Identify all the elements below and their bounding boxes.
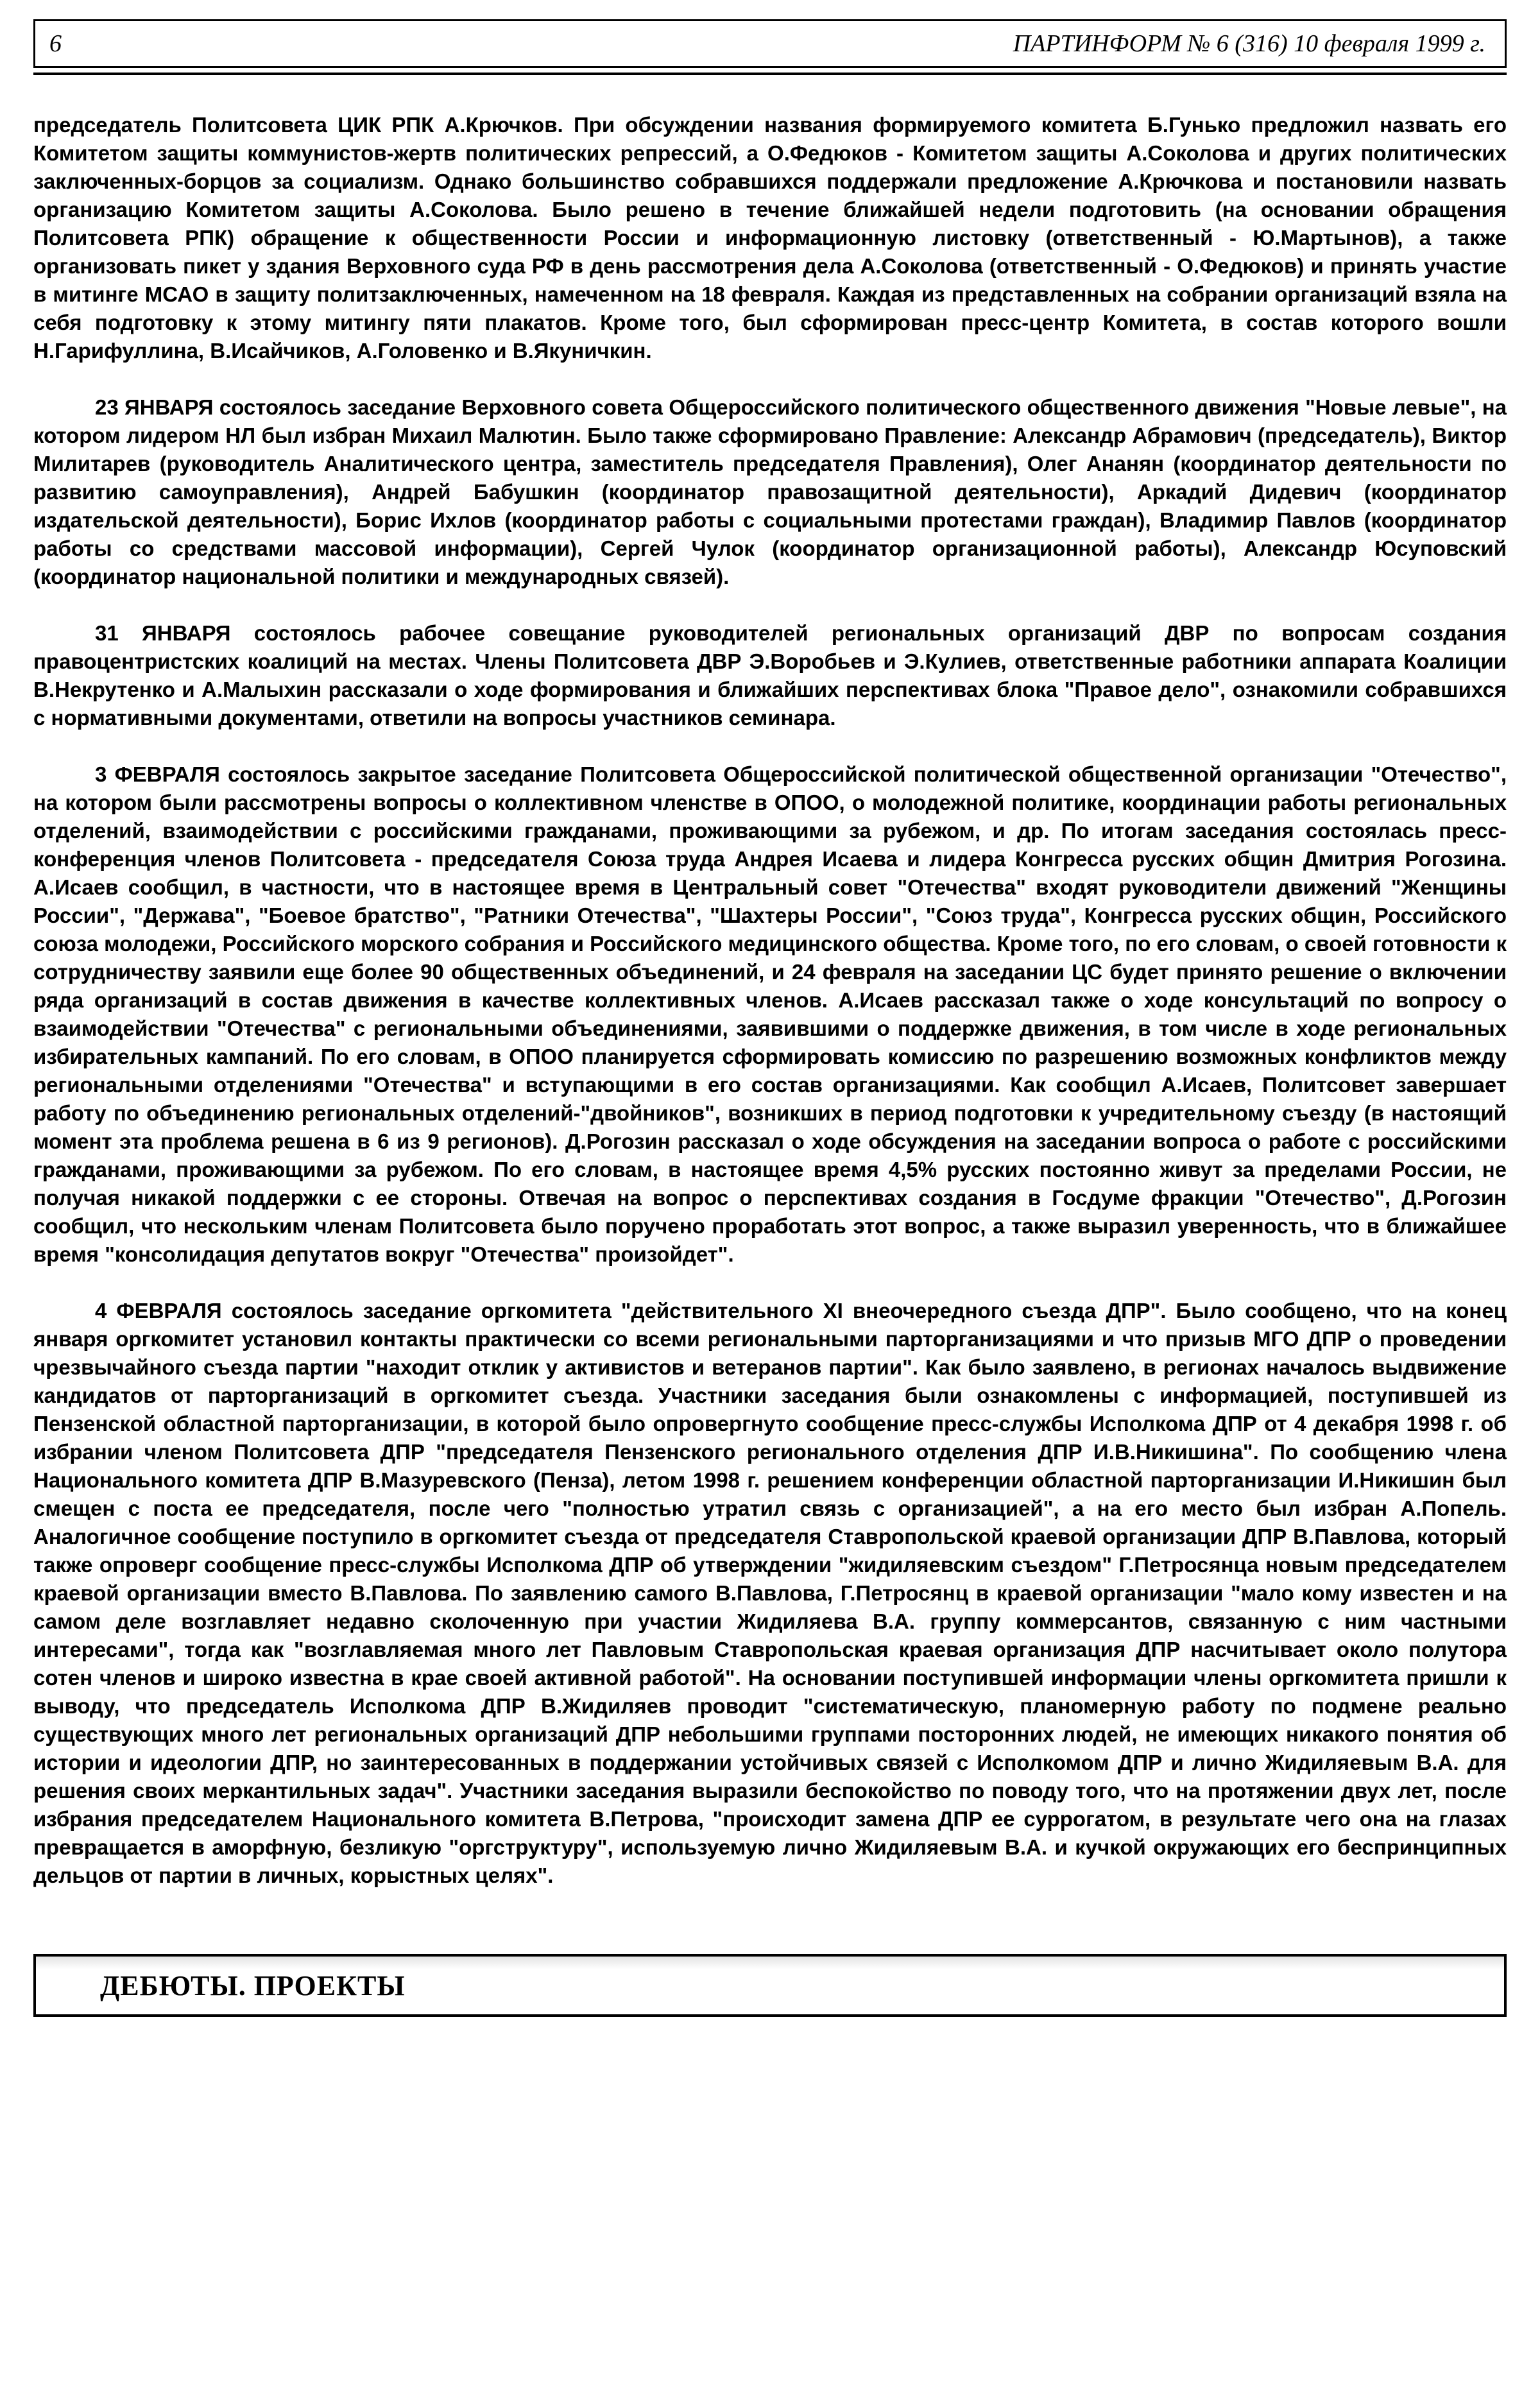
body-paragraph-1: председатель Политсовета ЦИК РПК А.Крючков. При обсуждении названия формируемого комитета Б.Гунько предложил назвать его Комитетом защиты коммунистов-жертв политических репрессий, а О.Федюков - Комитетом защиты А.Соколова и других политических заключенных-борцов за социализм. Однако большинство собравшихся поддержали предложение А.Крючкова и постановили назвать организацию Комитетом защиты А.Соколова. Было решено в течение ближайшей недели подготовить (на основании обращения Политсовета РПК) обращение к общественности России и информационную листовку (ответственный - Ю.Мартынов), а также организовать пикет у здания Верховного суда РФ в день рассмотрения дела А.Соколова (ответственный - О.Федюков) и принять участие в митинге МСАО в защиту политзаключенных, намеченном на 18 февраля. Каждая из представленных на собрании организаций взяла на себя подготовку к этому митингу пяти плакатов. Кроме того, был сформирован пресс-центр Комитета, в состав которого вошли Н.Гарифуллина, В.Исайчиков, А.Головенко и В.Якуничкин. — [33, 113, 1507, 363]
article-body — [33, 111, 1507, 1890]
page-header — [33, 19, 1507, 68]
body-paragraph-3: 31 ЯНВАРЯ состоялось рабочее совещание руководителей региональных организаций ДВР по вопросам создания правоцентристских коалиций на местах. Члены Политсовета ДВР Э.Воробьев и Э.Кулиев, ответственные работники аппарата Коалиции В.Некрутенко и А.Малыхин рассказали о ходе формирования и ближайших перспективах блока "Правое дело", ознакомили собравшихся с нормативными документами, ответили на вопросы участников семинара. — [33, 621, 1507, 730]
header-rule — [33, 73, 1507, 75]
body-paragraph-5: 4 ФЕВРАЛЯ состоялось заседание оргкомитета "действительного XI внеочередного съезда ДПР". Было сообщено, что на конец января оргкомитет установил контакты практически со всеми региональными парторганизациями и что призыв МГО ДПР о проведении чрезвычайного съезда партии "находит отклик у активистов и ветеранов партии". Как было заявлено, в регионах началось выдвижение кандидатов от парторганизаций в оргкомитет съезда. Участники заседания были ознакомлены с информацией, поступившей из Пензенской областной парторганизации, в которой было опровергнуто сообщение пресс-службы Исполкома ДПР от 4 декабря 1998 г. об избрании членом Политсовета ДПР "председателя Пензенского регионального отделения ДПР И.В.Никишина". По сообщению члена Национального комитета ДПР В.Мазуревского (Пенза), летом 1998 г. решением конференции областной парторганизации И.Никишин был смещен с поста ее председателя, после чего "полностью утратил связь с организацией", а на его место был избран А.Попель. Аналогичное сообщение поступило в оргкомитет съезда от председателя Ставропольской краевой организации ДПР В.Павлова, который также опроверг сообщение пресс-службы Исполкома ДПР об утверждении "жидиляевским съездом" Г.Петросянца новым председателем краевой организации вместо В.Павлова. По заявлению самого В.Павлова, Г.Петросянц в краевой организации "мало кому известен и на самом деле возглавляет недавно сколоченную при участии Жидиляева В.А. группу коммерсантов, связанную с ним частными интересами", тогда как "возглавляемая много лет Павловым Ставропольская краевая организация ДПР насчитывает около полутора сотен членов и широко известна в крае своей активной работой". На основании поступившей информации члены оргкомитета пришли к выводу, что председатель Исполкома ДПР В.Жидиляев проводит "систематическую, планомерную работу по подмене реально существующих много лет региональных организаций ДПР небольшими группами посторонних людей, не имеющих никакого понятия об истории и идеологии ДПР, но заинтересованных в поддержании устойчивых связей с Исполкомом ДПР и лично Жидиляевым В.А. для решения своих меркантильных задач". Участники заседания выразили беспокойство по поводу того, что на протяжении двух лет, после избрания председателем Национального комитета В.Петрова, "происходит замена ДПР ее суррогатом, в результате чего она на глазах превращается в аморфную, безликую "оргструктуру", используемую лично Жидиляевым В.А. и кучкой окружающих его беспринципных дельцов от партии в личных, корыстных целях". — [33, 1299, 1507, 1887]
page-number: 6 — [49, 30, 62, 57]
section-header-box — [33, 1954, 1507, 2017]
body-paragraph-4: 3 ФЕВРАЛЯ состоялось закрытое заседание Политсовета Общероссийской политической общественной организации "Отечество", на котором были рассмотрены вопросы о коллективном членстве в ОПОО, о молодежной политике, координации работы региональных отделений, взаимодействии с российскими гражданами, проживающими за рубежом, и др. По итогам заседания состоялась пресс-конференция членов Политсовета - председателя Союза труда Андрея Исаева и лидера Конгресса русских общин Дмитрия Рогозина. А.Исаев сообщил, в частности, что в настоящее время в Центральный совет "Отечества" входят руководители движений "Женщины России", "Держава", "Боевое братство", "Ратники Отечества", "Шахтеры России", "Союз труда", Конгресса русских общин, Российского союза молодежи, Российского морского собрания и Российского медицинского общества. Кроме того, по его словам, о своей готовности к сотрудничеству заявили еще более 90 общественных объединений, и 24 февраля на заседании ЦС будет принято решение о включении ряда организаций в состав движения в качестве коллективных членов. А.Исаев рассказал также о ходе консультаций по вопросу о взаимодействии "Отечества" с региональными объединениями, заявившими о поддержке движения, в том числе в ходе региональных избирательных кампаний. По его словам, в ОПОО планируется сформировать комиссию по разрешению возможных конфликтов между региональными отделениями "Отечества" и вступающими в его состав организациями. Как сообщил А.Исаев, Политсовет завершает работу по объединению региональных отделений-"двойников", возникших в период подготовки к учредительному съезду (в настоящий момент эта проблема решена в 6 из 9 регионов). Д.Рогозин рассказал о ходе обсуждения на заседании вопроса о работе с российскими гражданами, проживающими за рубежом. По его словам, в настоящее время 4,5% русских постоянно живут за пределами России, не получая никакой поддержки с ее стороны. Отвечая на вопрос о перспективах создания в Госдуме фракции "Отечество", Д.Рогозин сообщил, что нескольким членам Политсовета было поручено проработать этот вопрос, а также выразил уверенность, что в ближайшее время "консолидация депутатов вокруг "Отечества" произойдет". — [33, 762, 1507, 1266]
newsletter-masthead: ПАРТИНФОРМ № 6 (316) 10 февраля 1999 г. — [1013, 30, 1485, 57]
section-title: ДЕБЮТЫ. ПРОЕКТЫ — [100, 1969, 406, 2001]
body-paragraph-2: 23 ЯНВАРЯ состоялось заседание Верховного совета Общероссийского политического общественного движения "Новые левые", на котором лидером НЛ был избран Михаил Малютин. Было также сформировано Правление: Александр Абрамович (председатель), Виктор Милитарев (руководитель Аналитического центра, заместитель председателя Правления), Олег Ананян (координатор деятельности по развитию самоуправления), Андрей Бабушкин (координатор правозащитной деятельности), Аркадий Дидевич (координатор издательской деятельности), Борис Ихлов (координатор работы с социальными протестами граждан), Владимир Павлов (координатор работы со средствами массовой информации), Сергей Чулок (координатор организационной работы), Александр Юсуповский (координатор национальной политики и международных связей). — [33, 395, 1507, 588]
